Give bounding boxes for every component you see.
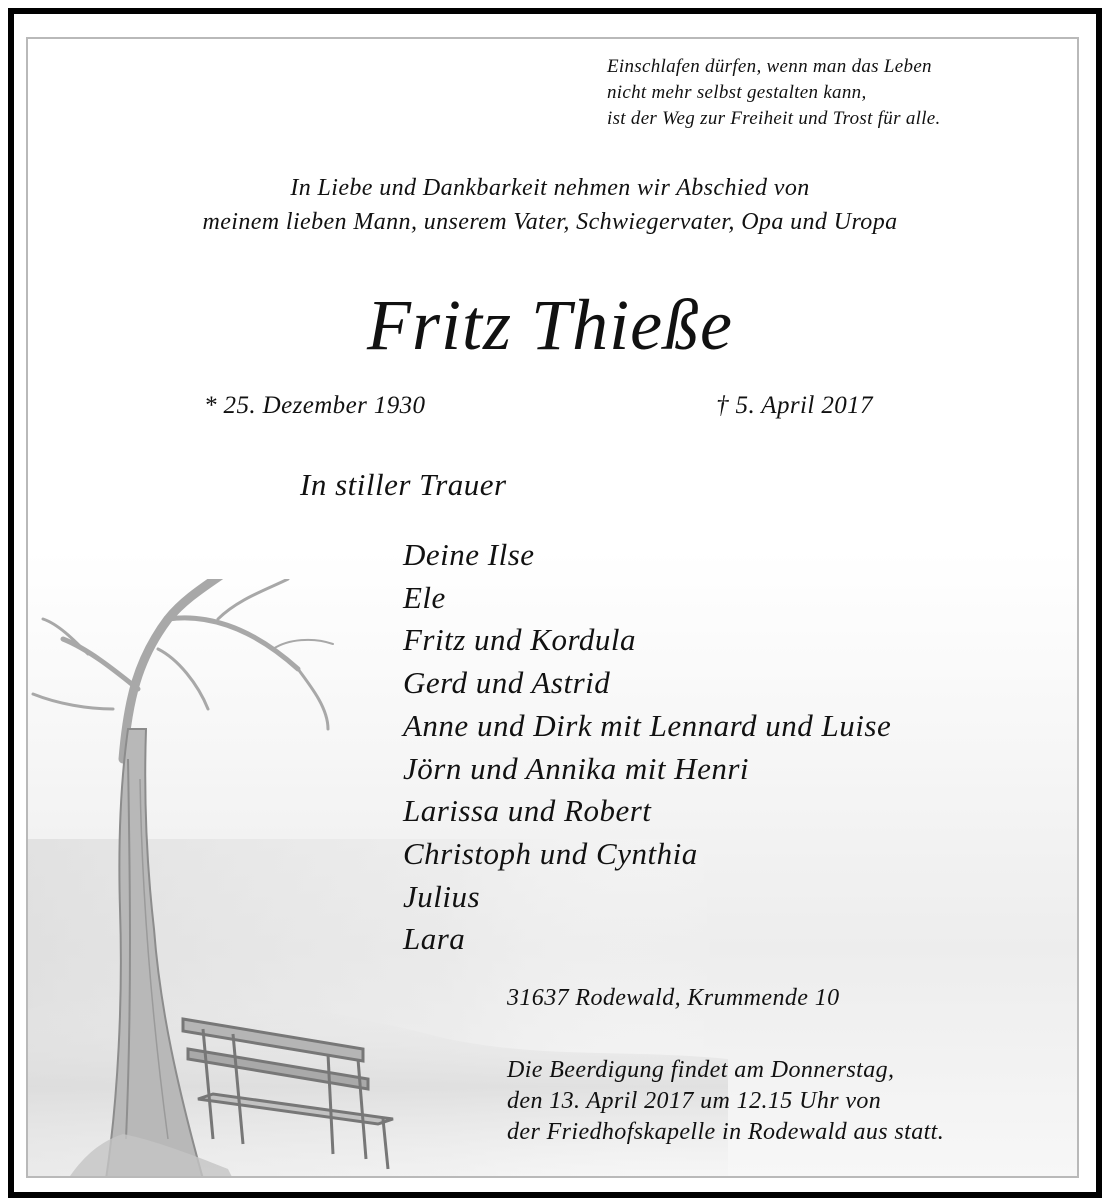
address: 31637 Rodewald, Krummende 10 — [507, 985, 840, 1011]
quote-line: Einschlafen dürfen, wenn man das Leben — [607, 56, 932, 77]
intro-line: meinem lieben Mann, unserem Vater, Schwiegervater, Opa und Uropa — [202, 209, 898, 235]
mourner-name: Jörn und Annika mit Henri — [403, 750, 750, 786]
quote-line: nicht mehr selbst gestalten kann, — [607, 82, 867, 103]
death-date: † 5. April 2017 — [716, 392, 873, 419]
funeral-line: Die Beerdigung findet am Donnerstag, — [507, 1057, 895, 1083]
quote-line: ist der Weg zur Freiheit und Trost für alle. — [607, 108, 941, 129]
birth-date: * 25. Dezember 1930 — [204, 392, 426, 419]
mourners-list — [403, 534, 891, 961]
intro-line: In Liebe und Dankbarkeit nehmen wir Abschied von — [290, 175, 810, 201]
mourner-name: Anne und Dirk mit Lennard und Luise — [403, 707, 892, 743]
mourner-name: Fritz und Kordula — [403, 622, 636, 658]
funeral-info — [507, 1055, 944, 1148]
mourning-heading: In stiller Trauer — [300, 467, 507, 502]
mourner-name: Gerd und Astrid — [403, 665, 611, 701]
mourner-name: Christoph und Cynthia — [403, 835, 698, 871]
intro-block — [60, 171, 1040, 239]
deceased-name: Fritz Thieße — [367, 285, 733, 365]
mourner-name: Julius — [403, 878, 481, 914]
funeral-line: der Friedhofskapelle in Rodewald aus statt. — [507, 1119, 945, 1145]
mourner-name: Larissa und Robert — [403, 793, 652, 829]
quote-block — [607, 54, 941, 132]
tree-branches — [33, 579, 333, 759]
mourner-name: Lara — [403, 921, 466, 957]
mourner-name: Deine Ilse — [403, 537, 535, 572]
funeral-line: den 13. April 2017 um 12.15 Uhr von — [507, 1088, 882, 1114]
mourner-name: Ele — [403, 579, 446, 615]
